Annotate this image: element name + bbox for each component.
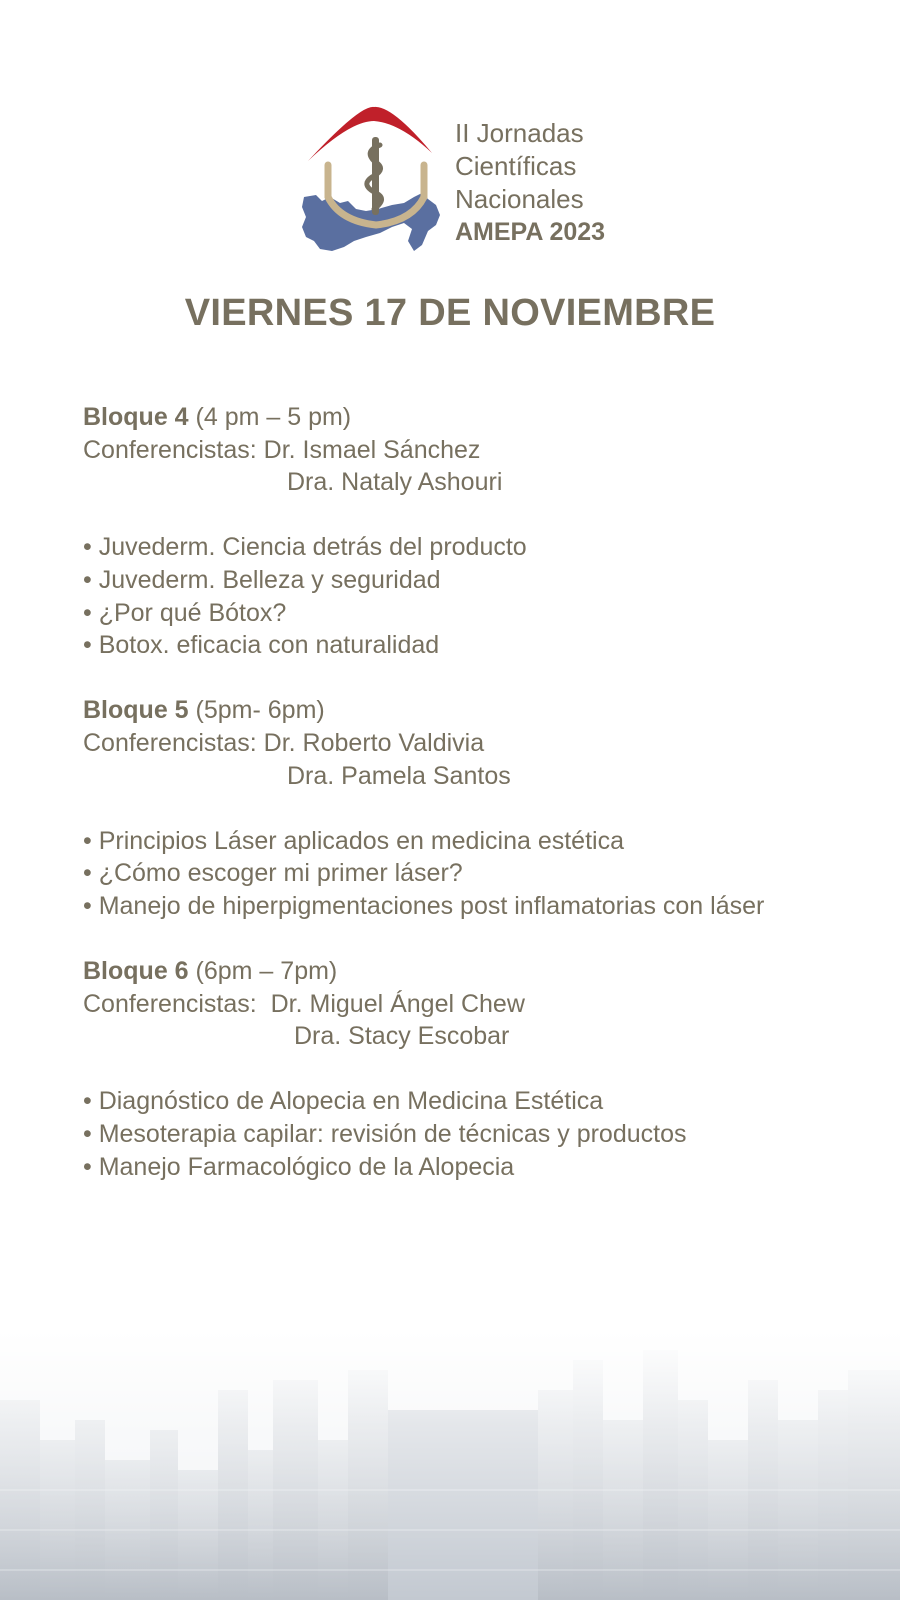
- speakers-line: [83, 988, 843, 1021]
- topic-item: • Juvederm. Belleza y seguridad: [83, 565, 441, 594]
- speakers-line: [83, 434, 843, 467]
- block-name: Bloque 6: [83, 957, 189, 986]
- spacer: [83, 792, 843, 825]
- block-name: Bloque 4: [83, 403, 189, 431]
- spacer: [83, 923, 843, 956]
- block-header: [83, 694, 843, 727]
- topic-item: • ¿Por qué Bótox?: [83, 598, 287, 627]
- event-line-2: Científicas: [455, 151, 577, 181]
- speaker-name: Dr. Miguel Ángel Chew: [270, 989, 525, 1018]
- amepa-logo-icon: [300, 105, 450, 260]
- speaker-name: Dra. Pamela Santos: [287, 761, 511, 790]
- topic-item: • Mesoterapia capilar: revisión de técnicas y productos: [83, 1120, 687, 1149]
- speaker-name: Dra. Nataly Ashouri: [287, 468, 503, 497]
- speakers-label: Conferencistas:: [83, 989, 257, 1018]
- speaker-name: Dr. Roberto Valdivia: [263, 728, 485, 757]
- speaker-name: Dra. Stacy Escobar: [294, 1022, 510, 1051]
- topic-item: • Diagnóstico de Alopecia en Medicina Estética: [83, 1087, 604, 1116]
- topic-item: • Juvederm. Ciencia detrás del producto: [83, 533, 527, 562]
- block-header: [83, 401, 843, 434]
- speakers-label: Conferencistas:: [83, 728, 257, 757]
- topic-item: • Manejo Farmacológico de la Alopecia: [83, 1152, 515, 1181]
- topic-item: • Botox. eficacia con naturalidad: [83, 631, 440, 660]
- topic-item: • Principios Láser aplicados en medicina estética: [83, 826, 624, 855]
- topic-item: • ¿Cómo escoger mi primer láser?: [83, 859, 463, 888]
- block-time: (5pm- 6pm): [195, 696, 325, 725]
- event-name: [455, 117, 605, 249]
- speaker-name: Dr. Ismael Sánchez: [263, 435, 481, 464]
- block-time: (4 pm – 5 pm): [195, 403, 352, 431]
- block-header: [83, 955, 843, 988]
- speakers-line: [83, 727, 843, 760]
- topic-item: • Manejo de hiperpigmentaciones post inflamatorias con láser: [83, 891, 765, 920]
- spacer: [83, 499, 843, 532]
- spacer: [83, 1053, 843, 1086]
- city-skyline-image: [0, 1330, 900, 1600]
- speakers-label: Conferencistas:: [83, 435, 257, 464]
- block-time: (6pm – 7pm): [195, 957, 338, 986]
- spacer: [83, 662, 843, 695]
- event-line-1: II Jornadas: [455, 118, 584, 148]
- block-name: Bloque 5: [83, 696, 189, 725]
- event-line-3: Nacionales: [455, 184, 584, 214]
- program-content: [83, 401, 843, 1183]
- day-title: VIERNES 17 DE NOVIEMBRE: [184, 292, 716, 334]
- event-line-4: AMEPA 2023: [455, 218, 606, 246]
